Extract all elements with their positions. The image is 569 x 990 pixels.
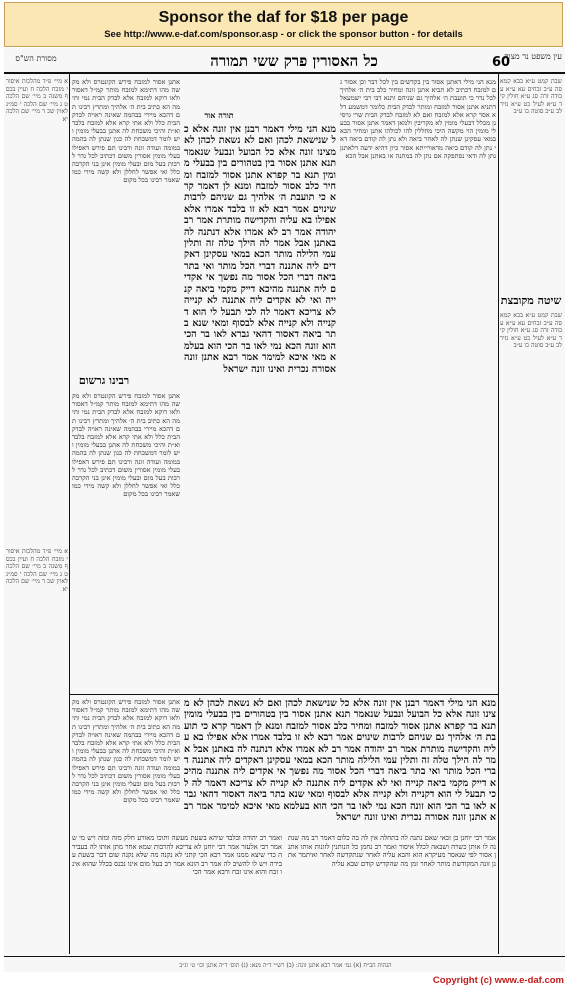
rashi-column: מנא הני מילי דאתנן אסור בין בקדשים בין לכל דבר וכן אסור גם למזבח דכתיב לא תביא אתנן זונה ומחיר כלב בית ה׳ אלהיך לכל נדר כי תועבת ה׳ אלהיך גם שניהם ותנא דבי רבי ישמעאל דתניא אתנן אסור למזבח ומותר לבדק הבית כלומר דמשמע דלא אסר קרא אלא למזבח ואם לא למזבח לבדק הבית שרי גרסינן מכלל דבעלי מומין לא מקריבין ולמאן דאמר אתנן אסור בבעלי מומין הוי מקשה היכי מחללין להו לכולהו אתנן ומחיר הכא במאי עסקינן שנתן לה לאחר ביאה ולא נתן לה קודם ביאה דאי נתן לה קודם ביאה מדאורייתא אסור כיון דהיא ידעה דלאתנן נתן לה ודאי נסתפקה אם נתן לה במתנה או באתנן אבל הכא [340,78,496,160]
gemara-text: מנא הני מילי דאמר רבנן אין זונה אלא כל שנישאת לכהן ואם לא נשאת לכהן לא מצינו זונה אלא כל הבועל ונבעל שנאמר תנא אתנן אסור בין בטהורים בין בבעלי מומין תנא בר קפרא אתנן אסור למזבח ומחיר כלב אסור למזבח ומנא לן דאמר קרא כי תועבת ה׳ אלהיך גם שניהם לרבות שינוים אמר רבא לא זו בלבד אמרו אלא אפילו בא עליה והקדישה מותרת אמר רב יהודה אמר רב לא אמרו אלא דנתנה לה באתנן אבל אמר לה הילך טלה זה ותלין עמי הלילה מותר הכא במאי עסקינן דאקדים ליה אתננה דברי הכל מותר ואי בתר ביאה דברי הכל אסור מה נפשך אי אקדים ליה אתננה מהיכא דייק מקמי ביאה קנייה ואי לא אקדים ליה אתננה לא קנייה לא צריכא דאמר לה לכי תבעל לי הוא דקנייה ולא קנייה אלא לבסוף ומאי שנא בתר ביאה דאסור דהאי גברא לאו בר הכי הוא זונה הכא נמי לאו בר הכי הוא בעלמא מאי איכא למימר אמר רבא אתנן זונה אסורה נכרית ואינו זונה ישראל [184,124,336,375]
ein-mishpat-heading: עין משפט נר מצוה [504,52,562,61]
right-margin-notes-2: שבת קמט ע״א בבא קמא סה ע״ב זבחים עא ע״א עבודה זרה סג ע״א חולין קיד ע״א לעיל כט ע״א נזיר לב ע״ב סוטה כו ע״ב [500,312,562,350]
lower-section-rule [70,694,498,695]
tosafot-lower: אתנן אסור למזבח פירש הקונטרס ולא מקשה מהו דתימא למזבח מותר קמ״ל דאסור ולאו דוקא למזבח אלא לבדק הבית נמי ותימה הא כתיב בית ה׳ אלהיך ומתרץ רבינו תם דהכא מיירי בבהמה שאינה ראויה לבדק הבית כלל ולא אתי קרא אלא למזבח בלבד וא״ת והיכי משכחת לה אתנן בבעלי מומין ויש לומר דמשכחת לה כגון שנתן לה בהמה במומה ועודה זונה ורבינו תם פירש דאפילו בעלי מומין אסורין משום דכתיב לכל נדר לרבות בעל מום ובעלי מומין אינן בני הקרבה כלל ואי אפשר לחללן ולא קשה מידי כמו שאמר רבינו בכל מקום [72,698,180,805]
copyright-link[interactable]: Copyright (c) www.e-daf.com [432,975,564,986]
divider-left-margin [69,74,70,954]
left-margin-notes-2: א מיי׳ פ״ד מהלכות איסורי מזבח הלכה ח ועיין בכסף משנה ב מיי׳ שם הלכה ט ג מיי׳ שם הלכה י סמ״ג לאוין שכ ד מיי׳ שם הלכה יא [6,548,68,593]
bottom-left-commentary: ואמר רב יהודה ובלבד שיהא בשעת מעשה ותוכו מאורע חלק מזה ומזה ויש מי שאמר רבי אלעזר אמר רבי יוחנן לא צריכא להרבות שמא אחר מתן אותו לה בעבירה כדי שיצא ממנו אמר רבא הכי קתני לא נקנה מה שלא נקנה שום דבר בשעת עבירה ויש לו להשיב לה אמר רב הונא אמר רב בעל מום אינו נכנס בכלל שהוא אינו זבח והוא אינו זבח ורבא אמר הכי [72,834,282,877]
rabbeinu-gershom-column: אתנן אסור למזבח פירש הקונטרס ולא מקשה מהו דתימא למזבח מותר קמ״ל דאסור ולאו דוקא למזבח אלא לבדק הבית נמי ותימה הא כתיב בית ה׳ אלהיך ומתרץ רבינו תם דהכא מיירי בבהמה שאינה ראויה לבדק הבית כלל ולא אתי קרא אלא למזבח בלבד וא״ת והיכי משכחת לה אתנן בבעלי מומין ויש לומר דמשכחת לה כגון שנתן לה בהמה במומה ועודה זונה ורבינו תם פירש דאפילו בעלי מומין אסורין משום דכתיב לכל נדר לרבות בעל מום ובעלי מומין אינן בני הקרבה כלל ואי אפשר לחללן ולא קשה מידי כמו שאמר רבינו בכל מקום [72,392,180,499]
torah-or-label: תורה אור [184,110,254,122]
page-number: 60 [492,55,511,70]
header-rule [4,72,565,74]
tosafot-column: אתנן אסור למזבח פירש הקונטרס ולא מקשה מהו דתימא למזבח מותר קמ״ל דאסור ולאו דוקא למזבח אלא לבדק הבית נמי ותימה הא כתיב בית ה׳ אלהיך ומתרץ רבינו תם דהכא מיירי בבהמה שאינה ראויה לבדק הבית כלל ולא אתי קרא אלא למזבח בלבד וא״ת והיכי משכחת לה אתנן בבעלי מומין ויש לומר דמשכחת לה כגון שנתן לה בהמה במומה ועודה זונה ורבינו תם פירש דאפילו בעלי מומין אסורין משום דכתיב לכל נדר לרבות בעל מום ובעלי מומין אינן בני הקרבה כלל ואי אפשר לחללן ולא קשה מידי כמו שאמר רבינו בכל מקום [72,78,180,185]
talmud-page [4,48,565,972]
bottom-right-commentary: אמר רבי יוחנן בן זכאי שאם נתנה לה בתחלה אין לה בה כלום דאמר רב מה שנתנה לו אותן כשרה ושבאה לכלל איסור ואמר רב נחמן כל הנותנין לזונות אותו אתנן אסור לפי שנאסר מעיקרא הוא והבא עליה לאחר שנתקדשה לאחר ואיתמר אתנן זונה המקודשת מותר לאחר זמן מה שהקדיש קודם שבא עליה [288,834,496,868]
sponsor-banner[interactable] [4,2,563,47]
rabbeinu-gershom-label: רבינו גרשום [74,374,134,388]
sponsor-title[interactable]: Sponsor the daf for $18 per page [158,9,409,26]
gemara-text-lower: מנא הני מילי דאמר רבנן אין זונה אלא כל שנישאת לכהן ואם לא נשאת לכהן לא מצינו זונה אלא כל הבועל ונבעל שנאמר תנא אתנן אסור בין בטהורים בין בבעלי מומין תנא בר קפרא אתנן אסור למזבח ומחיר כלב אסור למזבח ומנא לן דאמר קרא כי תועבת ה׳ אלהיך גם שניהם לרבות שינוים אמר רבא לא זו בלבד אמרו אלא אפילו בא עליה והקדישה מותרת אמר רב יהודה אמר רב לא אמרו אלא דנתנה לה באתנן אבל אמר לה הילך טלה זה ותלין עמי הלילה מותר הכא במאי עסקינן דאקדים ליה אתננה דברי הכל מותר ואי בתר ביאה דברי הכל אסור מה נפשך אי אקדים ליה אתננה מהיכא דייק מקמי ביאה קנייה ואי לא אקדים ליה אתננה לא קנייה לא צריכא דאמר לה לכי תבעל לי הוא דקנייה ולא קנייה אלא לבסוף ומאי שנא בתר ביאה דאסור דהאי גברא לאו בר הכי הוא זונה הכא נמי לאו בר הכי הוא בעלמא מאי איכא למימר אמר רבא אתנן זונה אסורה נכרית ואינו זונה ישראל [184,698,496,824]
shita-mekubetzet-label: שיטה מקובצת [500,294,562,307]
bottom-rule [4,956,565,957]
hagahot-footnote: הגהות הב״ח (א) גמ׳ אמר רבא אתנן זונה: (ב) רש״י ד״ה מנא: (ג) תוס׳ ד״ה אתנן וכו׳ ט׳ ונ״ב [179,962,392,969]
divider-right-margin [498,74,499,954]
sponsor-subtitle[interactable]: See http://www.e-daf.com/sponsor.asp - or click the sponsor button - for details [104,29,463,40]
left-margin-notes: א מיי׳ פ״ד מהלכות איסורי מזבח הלכה ח ועיין בכסף משנה ב מיי׳ שם הלכה ט ג מיי׳ שם הלכה י סמ״ג לאוין שכ ד מיי׳ שם הלכה יא [6,78,68,123]
right-margin-notes: שבת קמט ע״א בבא קמא סה ע״ב זבחים עא ע״א עבודה זרה סג ע״א חולין קיד ע״א לעיל כט ע״א נזיר לב ע״ב סוטה כו ע״ב [500,78,562,116]
page-title: כל האסורין פרק ששי תמורה [210,52,378,70]
masoret-heading: מסורת הש"ס [15,54,57,63]
